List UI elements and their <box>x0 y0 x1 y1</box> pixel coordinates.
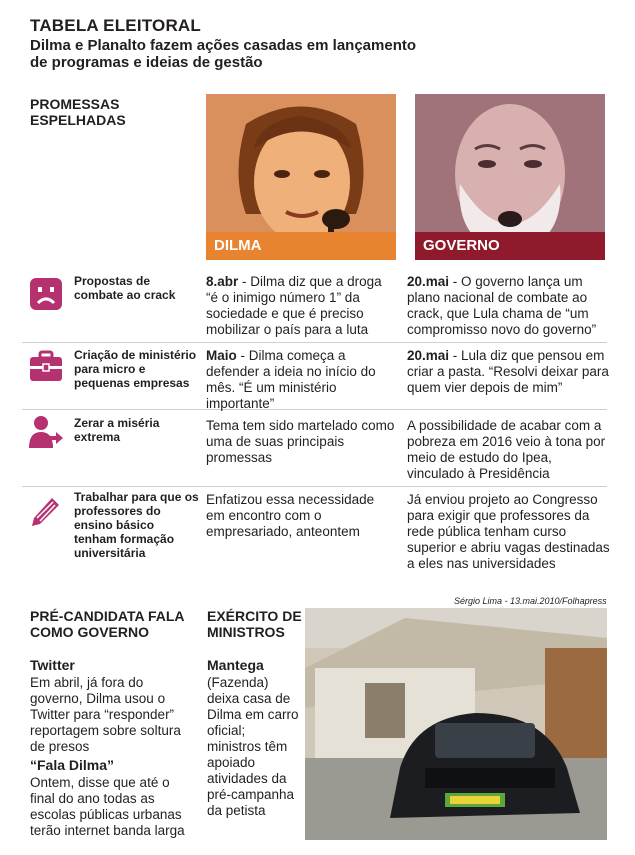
dilma-cell <box>206 274 396 338</box>
dilma-cell <box>206 418 396 466</box>
fala-dilma-title: “Fala Dilma” <box>30 757 115 773</box>
dilma-photo <box>206 94 396 260</box>
date: 20.mai <box>407 274 450 289</box>
section-promessas-heading: PROMESSAS ESPELHADAS <box>30 96 126 128</box>
person-arrow-icon <box>28 414 64 450</box>
dilma-column-label: DILMA <box>206 232 396 260</box>
date: 20.mai <box>407 348 450 363</box>
precandidata-heading: PRÉ-CANDIDATA FALA COMO GOVERNO <box>30 608 184 640</box>
text: - Dilma começa a defender a ideia no início do mês. “É um ministério importante” <box>206 348 376 411</box>
governo-cell <box>407 492 612 572</box>
mantega-name: Mantega <box>207 657 264 673</box>
row-label: Zerar a miséria extrema <box>74 416 160 444</box>
pencil-icon <box>28 492 64 528</box>
text: - O governo lança um plano nacional de combate ao crack, que Lula chama de “um compromisso novo do governo” <box>407 274 597 337</box>
text: A possibilidade de acabar com a pobreza em 2016 veio à tona por meio de estudo do Ipea, vinculado à Presidência <box>407 418 606 481</box>
date: 8.abr <box>206 274 239 289</box>
text: Tema tem sido martelado como uma de suas principais promessas <box>206 418 395 465</box>
date: Maio <box>206 348 237 363</box>
dilma-cell <box>206 348 396 412</box>
governo-column-label: GOVERNO <box>415 232 605 260</box>
governo-cell <box>407 274 612 338</box>
row-divider <box>22 342 607 343</box>
row-divider <box>22 486 607 487</box>
house-and-car-illustration <box>305 608 607 840</box>
text: - Lula diz que pensou em criar a pasta. “Resolvi deixar para quem vier depois de mim” <box>407 348 609 395</box>
text: Enfatizou essa necessidade em encontro com o empresariado, anteontem <box>206 492 375 539</box>
row-label: Trabalhar para que os professores do ensino básico tenham formação universitária <box>74 490 199 560</box>
exercito-heading: EXÉRCITO DE MINISTROS <box>207 608 302 640</box>
page-subtitle: Dilma e Planalto fazem ações casadas em lançamento de programas e ideias de gestão <box>30 37 417 71</box>
briefcase-icon <box>28 348 64 384</box>
car-photo <box>305 608 607 840</box>
row-label: Propostas de combate ao crack <box>74 274 176 302</box>
governo-cell <box>407 418 612 482</box>
photo-credit: Sérgio Lima - 13.mai.2010/Folhapress <box>454 596 607 606</box>
twitter-title: Twitter <box>30 657 75 673</box>
text: - Dilma diz que a droga “é o inimigo número 1” da sociedade e que é preciso mobilizar o país para a luta <box>206 274 382 337</box>
mantega-text: (Fazenda) deixa casa de Dilma em carro oficial; ministros têm apoiado atividades da pré-campanha da petista <box>207 675 299 818</box>
dilma-cell <box>206 492 396 540</box>
twitter-text: Em abril, já fora do governo, Dilma usou o Twitter para “responder” reportagem sobre soltura de presos <box>30 675 181 754</box>
governo-cell <box>407 348 612 396</box>
governo-photo <box>415 94 605 260</box>
text: Já enviou projeto ao Congresso para exigir que professores da rede pública tenham curso superior e abriu vagas destinadas a eles nas universidades <box>407 492 610 571</box>
sad-face-icon <box>28 276 64 312</box>
page-title: TABELA ELEITORAL <box>30 16 201 35</box>
fala-dilma-text: Ontem, disse que até o final do ano todas as escolas públicas urbanas terão internet banda larga <box>30 775 185 838</box>
row-label: Criação de ministério para micro e pequenas empresas <box>74 348 197 390</box>
